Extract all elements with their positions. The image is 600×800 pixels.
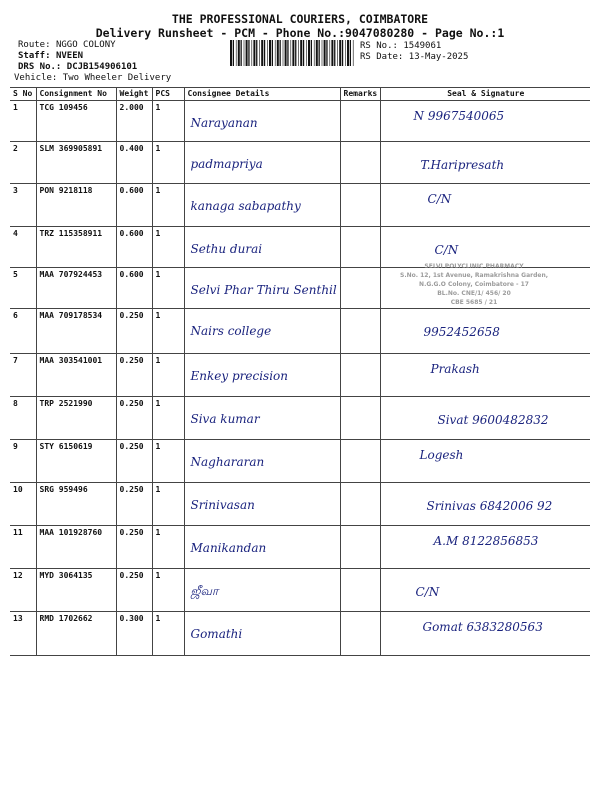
- signature-handwriting: N 9967540065: [413, 109, 505, 123]
- cell-consignee: [184, 526, 340, 569]
- route-line: [18, 40, 137, 51]
- cell-consignee: [184, 142, 340, 184]
- col-weight: Weight: [116, 88, 152, 101]
- col-remarks: Remarks: [340, 88, 380, 101]
- vehicle-label: Vehicle:: [14, 73, 58, 83]
- cell-sno: 1: [10, 101, 36, 142]
- consignee-handwriting: Nairs college: [190, 324, 272, 338]
- cell-consignment-no: MAA 303541001: [36, 354, 116, 397]
- cell-consignment-no: SRG 959496: [36, 483, 116, 526]
- barcode: [230, 40, 355, 66]
- cell-pcs: 1: [152, 483, 184, 526]
- cell-weight: 0.250: [116, 309, 152, 354]
- cell-consignee: [184, 397, 340, 440]
- cell-consignment-no: MYD 3064135: [36, 569, 116, 612]
- barcode-bar: [285, 40, 287, 66]
- staff-value: NVEEN: [55, 51, 84, 61]
- cell-pcs: 1: [152, 101, 184, 142]
- consignee-handwriting: Sethu durai: [190, 242, 263, 256]
- col-pcs: PCS: [152, 88, 184, 101]
- cell-remarks: [340, 309, 380, 354]
- staff-label: Staff:: [18, 51, 51, 61]
- cell-consignment-no: RMD 1702662: [36, 612, 116, 656]
- rs-no-value: 1549061: [403, 41, 442, 51]
- barcode-bar: [306, 40, 307, 66]
- cell-signature: [380, 142, 590, 184]
- cell-consignment-no: STY 6150619: [36, 440, 116, 483]
- rs-no-line: [360, 41, 468, 52]
- cell-weight: 0.300: [116, 612, 152, 656]
- table-row: [10, 268, 590, 309]
- barcode-bar: [347, 40, 349, 66]
- consignee-handwriting: padmapriya: [190, 157, 263, 171]
- barcode-bar: [244, 40, 245, 66]
- table-row: [10, 569, 590, 612]
- cell-sno: 7: [10, 354, 36, 397]
- cell-consignee: [184, 354, 340, 397]
- cell-pcs: 1: [152, 268, 184, 309]
- stamp-text: N.G.G.O Colony, Coimbatore - 17: [419, 281, 529, 288]
- cell-consignment-no: TRZ 115358911: [36, 227, 116, 268]
- cell-consignee: [184, 184, 340, 227]
- barcode-bar: [230, 40, 232, 66]
- cell-consignee: [184, 309, 340, 354]
- runsheet-subtitle: Delivery Runsheet - PCM - Phone No.:9047080280 - Page No.:1: [95, 26, 505, 40]
- barcode-bar: [248, 40, 249, 66]
- drs-value: DCJB154906101: [66, 62, 138, 72]
- table-row: [10, 142, 590, 184]
- barcode-bar: [261, 40, 263, 66]
- barcode-bar: [291, 40, 292, 66]
- cell-pcs: 1: [152, 142, 184, 184]
- rs-no-label: RS No.:: [360, 41, 398, 51]
- barcode-bar: [303, 40, 304, 66]
- barcode-bar: [330, 40, 331, 66]
- cell-consignee: [184, 440, 340, 483]
- cell-sno: 2: [10, 142, 36, 184]
- consignee-handwriting: Manikandan: [190, 541, 267, 555]
- barcode-bar: [267, 40, 268, 66]
- cell-consignee: [184, 569, 340, 612]
- consignee-handwriting: Enkey precision: [190, 369, 288, 383]
- signature-handwriting: Prakash: [430, 362, 480, 376]
- cell-consignee: [184, 227, 340, 268]
- cell-signature: [380, 354, 590, 397]
- cell-remarks: [340, 227, 380, 268]
- cell-weight: 0.250: [116, 569, 152, 612]
- barcode-bar: [259, 40, 260, 66]
- barcode-bar: [269, 40, 271, 66]
- col-seal-signature: Seal & Signature: [380, 88, 590, 101]
- barcode-bar: [300, 40, 302, 66]
- signature-handwriting: Gomat 6383280563: [422, 620, 543, 634]
- rs-block: [360, 41, 468, 63]
- barcode-bar: [287, 40, 288, 66]
- cell-signature: [380, 309, 590, 354]
- cell-remarks: [340, 440, 380, 483]
- table-row: [10, 309, 590, 354]
- cell-weight: 2.000: [116, 101, 152, 142]
- barcode-bar: [337, 40, 338, 66]
- barcode-bar: [331, 40, 333, 66]
- table-row: [10, 612, 590, 656]
- drs-label: DRS No.:: [18, 62, 62, 72]
- signature-handwriting: C/N: [427, 192, 452, 206]
- barcode-bar: [280, 40, 281, 66]
- cell-remarks: [340, 483, 380, 526]
- cell-sno: 4: [10, 227, 36, 268]
- cell-sno: 11: [10, 526, 36, 569]
- signature-handwriting: Sivat 9600482832: [437, 413, 549, 427]
- cell-sno: 3: [10, 184, 36, 227]
- barcode-bar: [345, 40, 346, 66]
- table-row: [10, 483, 590, 526]
- cell-weight: 0.250: [116, 354, 152, 397]
- cell-consignment-no: SLM 369905891: [36, 142, 116, 184]
- barcode-bar: [324, 40, 326, 66]
- barcode-bar: [339, 40, 341, 66]
- barcode-bar: [241, 40, 242, 66]
- cell-remarks: [340, 354, 380, 397]
- barcode-bar: [233, 40, 234, 66]
- table-row: [10, 397, 590, 440]
- cell-signature: [380, 184, 590, 227]
- rs-date-value: 13-May-2025: [408, 52, 469, 62]
- cell-pcs: 1: [152, 569, 184, 612]
- cell-pcs: 1: [152, 397, 184, 440]
- consignee-handwriting: ஜீவா: [190, 584, 219, 598]
- consignee-handwriting: Srinivasan: [190, 498, 255, 512]
- rs-date-label: RS Date:: [360, 52, 404, 62]
- cell-remarks: [340, 526, 380, 569]
- route-label: Route:: [18, 40, 51, 50]
- cell-remarks: [340, 142, 380, 184]
- barcode-bar: [272, 40, 273, 66]
- barcode-bar: [326, 40, 327, 66]
- cell-consignee: [184, 268, 340, 309]
- barcode-bar: [319, 40, 320, 66]
- cell-sno: 8: [10, 397, 36, 440]
- barcode-bar: [246, 40, 248, 66]
- cell-consignment-no: PON 9218118: [36, 184, 116, 227]
- stamp-text: S.No. 12, 1st Avenue, Ramakrishna Garden,: [400, 272, 548, 279]
- route-staff-block: [18, 40, 137, 73]
- cell-remarks: [340, 101, 380, 142]
- cell-sno: 5: [10, 268, 36, 309]
- cell-pcs: 1: [152, 309, 184, 354]
- cell-weight: 0.600: [116, 227, 152, 268]
- cell-remarks: [340, 268, 380, 309]
- cell-weight: 0.600: [116, 184, 152, 227]
- barcode-bar: [311, 40, 312, 66]
- barcode-bar: [316, 40, 318, 66]
- consignee-handwriting: Siva kumar: [190, 412, 260, 426]
- col-consignee: Consignee Details: [184, 88, 340, 101]
- barcode-bar: [314, 40, 315, 66]
- cell-pcs: 1: [152, 526, 184, 569]
- signature-handwriting: 9952452658: [423, 325, 500, 339]
- barcode-bar: [350, 40, 351, 66]
- cell-pcs: 1: [152, 227, 184, 268]
- cell-weight: 0.250: [116, 397, 152, 440]
- cell-weight: 0.250: [116, 526, 152, 569]
- stamp-text: BL.No. CNE/1/ 456/ 20: [437, 290, 511, 297]
- cell-weight: 0.250: [116, 440, 152, 483]
- signature-handwriting: T.Haripresath: [420, 158, 505, 172]
- cell-consignment-no: MAA 101928760: [36, 526, 116, 569]
- consignee-handwriting: Selvi Phar Thiru Senthil: [190, 283, 337, 297]
- cell-remarks: [340, 397, 380, 440]
- table-row: [10, 184, 590, 227]
- cell-consignee: [184, 101, 340, 142]
- signature-handwriting: C/N: [415, 585, 440, 599]
- cell-sno: 6: [10, 309, 36, 354]
- cell-consignee: [184, 612, 340, 656]
- signature-handwriting: A.M 8122856853: [433, 534, 539, 548]
- barcode-bar: [238, 40, 240, 66]
- barcode-bar: [334, 40, 335, 66]
- cell-consignment-no: TRP 2521990: [36, 397, 116, 440]
- barcode-bar: [253, 40, 255, 66]
- vehicle-value: Two Wheeler Delivery: [62, 73, 172, 83]
- cell-signature: [380, 569, 590, 612]
- cell-signature: [380, 526, 590, 569]
- cell-consignment-no: MAA 707924453: [36, 268, 116, 309]
- cell-pcs: 1: [152, 440, 184, 483]
- cell-consignee: [184, 483, 340, 526]
- barcode-bar: [283, 40, 284, 66]
- barcode-bar: [277, 40, 279, 66]
- cell-sno: 9: [10, 440, 36, 483]
- cell-pcs: 1: [152, 612, 184, 656]
- rs-date-line: [360, 52, 468, 63]
- cell-sno: 10: [10, 483, 36, 526]
- stamp-text: CBE 5685 / 21: [450, 299, 498, 306]
- barcode-bar: [295, 40, 296, 66]
- cell-sno: 12: [10, 569, 36, 612]
- stamp-text: SELVI POLYCLINIC PHARMACY: [424, 263, 524, 270]
- cell-weight: 0.600: [116, 268, 152, 309]
- cell-remarks: [340, 612, 380, 656]
- vehicle-line: [14, 73, 171, 83]
- barcode-bar: [353, 40, 354, 66]
- consignee-handwriting: Gomathi: [190, 627, 243, 641]
- cell-signature: [380, 612, 590, 656]
- col-consignment: Consignment No: [36, 88, 116, 101]
- barcode-bar: [322, 40, 323, 66]
- table-row: [10, 526, 590, 569]
- cell-signature: [380, 101, 590, 142]
- barcode-bar: [275, 40, 276, 66]
- col-sno: S No: [10, 88, 36, 101]
- barcode-bar: [298, 40, 299, 66]
- consignee-handwriting: Naghararan: [190, 455, 265, 469]
- cell-weight: 0.400: [116, 142, 152, 184]
- cell-signature: [380, 397, 590, 440]
- cell-weight: 0.250: [116, 483, 152, 526]
- barcode-bar: [342, 40, 343, 66]
- cell-signature: [380, 483, 590, 526]
- cell-consignment-no: MAA 709178534: [36, 309, 116, 354]
- barcode-bar: [236, 40, 237, 66]
- table-row: [10, 354, 590, 397]
- cell-remarks: [340, 184, 380, 227]
- cell-signature: [380, 440, 590, 483]
- barcode-bar: [292, 40, 294, 66]
- signature-handwriting: C/N: [434, 243, 459, 257]
- cell-signature: [380, 263, 590, 309]
- barcode-bar: [308, 40, 310, 66]
- cell-pcs: 1: [152, 184, 184, 227]
- barcode-bar: [264, 40, 265, 66]
- barcode-bar: [252, 40, 253, 66]
- table-header-row: [10, 88, 590, 101]
- drs-line: [18, 62, 137, 73]
- cell-sno: 13: [10, 612, 36, 656]
- cell-consignment-no: TCG 109456: [36, 101, 116, 142]
- barcode-bar: [256, 40, 257, 66]
- table-row: [10, 101, 590, 142]
- consignee-handwriting: kanaga sabapathy: [190, 199, 301, 213]
- consignee-handwriting: Narayanan: [190, 116, 258, 130]
- signature-handwriting: Logesh: [419, 448, 464, 462]
- company-title: THE PROFESSIONAL COURIERS, COIMBATORE: [171, 12, 429, 26]
- signature-handwriting: Srinivas 6842006 92: [426, 499, 553, 513]
- staff-line: [18, 51, 137, 62]
- cell-remarks: [340, 569, 380, 612]
- delivery-table: [10, 87, 590, 656]
- route-value: NGGO COLONY: [55, 40, 116, 50]
- cell-pcs: 1: [152, 354, 184, 397]
- table-row: [10, 440, 590, 483]
